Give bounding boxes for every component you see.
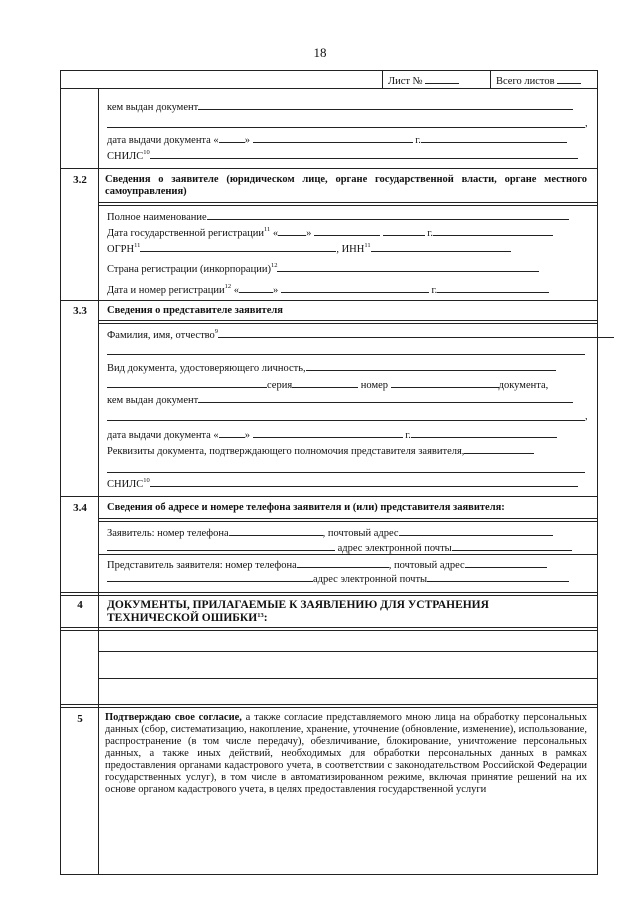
rep-issued-by-field[interactable]: кем выдан документ bbox=[107, 393, 573, 407]
registration-date-field[interactable]: Дата государственной регистрации$^{11}$ « » г. bbox=[107, 226, 553, 240]
section-4-title-line2: ТЕХНИЧЕСКОЙ ОШИБКИ$^{13}$: bbox=[107, 612, 268, 624]
section-number-3-4: 3.4 bbox=[73, 502, 87, 514]
ogrn-inn-field[interactable]: ОГРН$^{11}$ , ИНН$^{11}$ bbox=[107, 242, 511, 256]
rep-issue-date-field[interactable]: дата выдачи документа « » г. bbox=[107, 428, 557, 442]
registration-number-field[interactable]: Дата и номер регистрации$^{12}$ « » г. bbox=[107, 283, 549, 297]
section-3-4-title: Сведения об адресе и номере телефона заявителя и (или) представителя заявителя: bbox=[107, 502, 505, 513]
series-number-field[interactable]: серия номер документа, bbox=[107, 378, 548, 392]
registration-country-field[interactable]: Страна регистрации (инкорпорации)$^{12}$ bbox=[107, 262, 539, 276]
section-3-2-title: Сведения о заявителе (юридическом лице, органе государственной власти, органе местного самоуправления) bbox=[105, 174, 587, 197]
section-3-3-title: Сведения о представителе заявителя bbox=[107, 305, 283, 316]
total-sheets-label: Всего листов bbox=[496, 74, 581, 88]
issued-by-field[interactable]: кем выдан документ bbox=[107, 100, 573, 114]
attachment-row-2[interactable] bbox=[98, 678, 598, 679]
snils-field[interactable]: СНИЛС$^{10}$ bbox=[107, 149, 578, 163]
personal-data-consent-text: Подтверждаю свое согласие, а также согласие представляемого мною лица на обработку персональных данных (сбор, систематизацию, накопление, хранение, уточнение (обновление, изменение), использование, распространение (в том числе передачу), обезличивание, блокирование, уничтожение персональных данных, а также иных действий, необходимых для обработки персональных данных в рамках предоставления органами кадастрового учета, в соответствии с законодательством Российской Федерации государственных услуг), в том числе в автоматизированном режиме, включая принятие решений на их основе органом кадастрового учета, в целях предоставления государственной услуги bbox=[105, 712, 587, 795]
applicant-phone-field[interactable]: Заявитель: номер телефона , почтовый адрес bbox=[107, 526, 553, 540]
section-number-4: 4 bbox=[77, 599, 83, 611]
page-number: 18 bbox=[313, 45, 327, 60]
sheet-number-label: Лист № bbox=[388, 74, 459, 88]
section-number-3-3: 3.3 bbox=[73, 305, 87, 317]
section-number-3-2: 3.2 bbox=[73, 174, 87, 186]
rep-phone-field[interactable]: Представитель заявителя: номер телефона , почтовый адрес bbox=[107, 558, 547, 572]
section-4-title-line1: ДОКУМЕНТЫ, ПРИЛАГАЕМЫЕ К ЗАЯВЛЕНИЮ ДЛЯ УСТРАНЕНИЯ bbox=[107, 599, 489, 611]
full-name-field[interactable]: Полное наименование bbox=[107, 210, 569, 224]
header-row-bottom bbox=[60, 88, 598, 89]
authority-document-field[interactable]: Реквизиты документа, подтверждающего полномочия представителя заявителя, bbox=[107, 444, 534, 458]
issue-date-field[interactable]: дата выдачи документа « » г. bbox=[107, 133, 567, 147]
section-number-5: 5 bbox=[77, 713, 83, 725]
rep-email-field[interactable]: адрес электронной почты bbox=[107, 572, 569, 586]
attachment-row-1[interactable] bbox=[98, 651, 598, 652]
rep-snils-field[interactable]: СНИЛС$^{10}$ bbox=[107, 477, 578, 491]
applicant-email-field[interactable]: адрес электронной почты bbox=[107, 541, 572, 555]
representative-fio-field[interactable]: Фамилия, имя, отчество$^9$ bbox=[107, 328, 614, 342]
identity-document-field[interactable]: Вид документа, удостоверяющего личность, bbox=[107, 361, 556, 375]
